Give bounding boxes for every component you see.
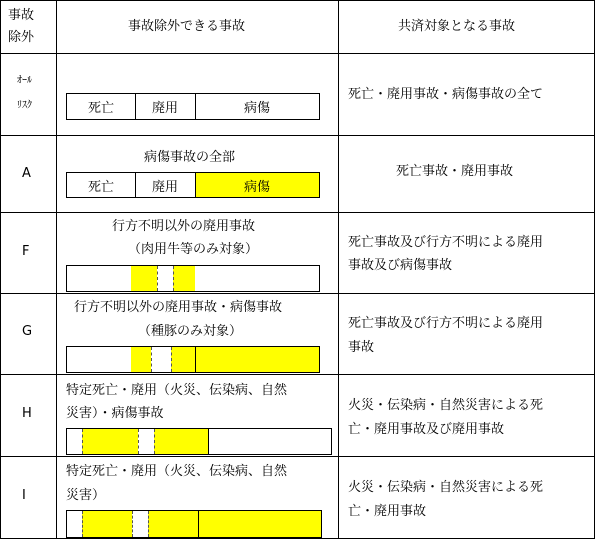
row-g-note-line1: 行方不明以外の廃用事故・病傷事故 [74,300,283,315]
row-h-coverage-line1: 火災・伝染病・自然災害による死 [348,398,544,413]
row-a-code: A [22,166,31,181]
coverage-bar [66,346,320,373]
row-divider [0,374,595,375]
row-i-code: I [22,488,26,503]
excluded-fill [173,266,195,291]
excluded-fill [131,347,151,372]
row-g-note-line2: （種豚のみ対象） [138,324,243,339]
row-allrisk-code-line2: ﾘｽｸ [17,100,32,111]
bar-dashed-separator [82,511,83,537]
excluded-fill [82,429,138,454]
row-i-note-line1: 特定死亡・廃用（火災、伝染病、自然 [66,464,288,479]
bar-dashed-separator [157,266,158,291]
row-g-coverage-line2: 事故 [348,340,375,355]
excluded-fill [171,347,319,372]
row-f-coverage-line2: 事故及び病傷事故 [348,258,453,273]
excluded-fill [82,511,132,537]
excluded-fill [148,511,198,537]
bar-dashed-separator [82,429,83,454]
row-allrisk-code-line1: ｵｰﾙ [17,75,32,86]
column-divider [338,0,339,539]
bar-dashed-separator [148,511,149,537]
coverage-bar [66,93,320,120]
bar-separator [195,347,196,372]
table-border-top [0,0,595,1]
row-f-code: F [22,244,30,259]
row-h-code: H [22,406,32,421]
bar-dashed-separator [151,347,152,372]
row-i-coverage-line1: 火災・伝染病・自然災害による死 [348,480,544,495]
bar-dashed-separator [138,429,139,454]
coverage-bar [66,265,320,292]
row-divider [0,456,595,457]
bar-separator [198,511,199,537]
table-border-left [0,0,1,539]
row-h-note-line2: 災害）・病傷事故 [66,406,164,421]
bar-segment-disuse: 廃用 [151,101,178,116]
row-divider [0,53,595,54]
bar-segment-death: 死亡 [87,101,114,116]
excluded-fill [154,429,208,454]
row-h-note-line1: 特定死亡・廃用（火災、伝染病、自然 [66,383,288,398]
header-col1-line1: 事故 [8,8,35,23]
header-col3: 共済対象となる事故 [398,19,516,34]
row-f-note-line1: 行方不明以外の廃用事故 [112,219,256,234]
row-f-note-line2: （肉用牛等のみ対象） [128,242,259,257]
header-col2: 事故除外できる事故 [128,19,246,34]
row-a-coverage: 死亡事故・廃用事故 [396,164,514,179]
coverage-bar [66,428,332,455]
column-divider [56,0,57,539]
coverage-bar [66,510,322,538]
row-a-note: 病傷事故の全部 [144,150,236,165]
row-g-coverage-line1: 死亡事故及び行方不明による廃用 [348,316,544,331]
excluded-fill [198,511,321,537]
row-g-code: G [22,324,33,339]
row-allrisk-coverage: 死亡・廃用事故・病傷事故の全て [348,87,544,102]
excluded-fill [131,266,157,291]
bar-dashed-separator [154,429,155,454]
bar-dashed-separator [132,511,133,537]
bar-dashed-separator [171,347,172,372]
bar-separator [208,429,209,454]
coverage-bar [66,172,320,198]
row-i-note-line2: 災害） [66,488,106,503]
header-col1-line2: 除外 [8,30,35,45]
bar-segment-injury: 病傷 [243,101,270,116]
row-f-coverage-line1: 死亡事故及び行方不明による廃用 [348,235,544,250]
bar-segment-disuse: 廃用 [151,179,178,195]
row-divider [0,135,595,136]
table-border-right [594,0,595,539]
row-divider [0,293,595,294]
row-i-coverage-line2: 亡・廃用事故 [348,504,427,519]
row-h-coverage-line2: 亡・廃用事故及び廃用事故 [348,422,505,437]
row-divider [0,212,595,213]
bar-dashed-separator [173,266,174,291]
bar-segment-injury: 病傷 [243,179,270,195]
bar-segment-death: 死亡 [87,179,114,195]
